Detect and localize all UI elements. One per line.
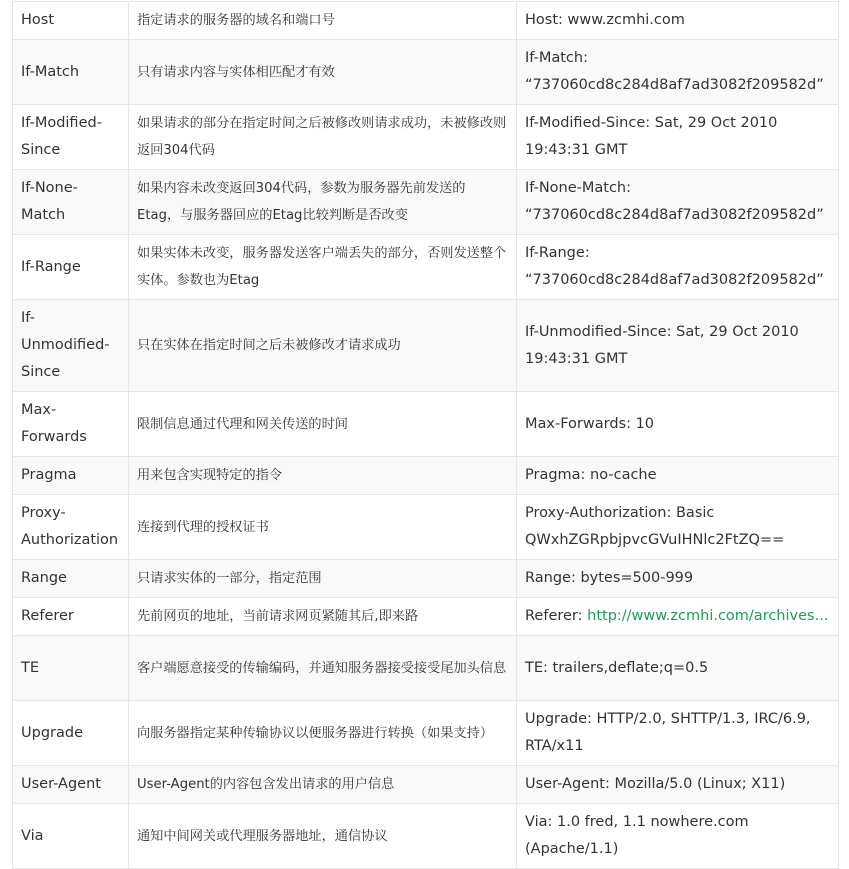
header-name-cell: If-Unmodified-Since: [13, 300, 129, 392]
description-cell: 只有请求内容与实体相匹配才有效: [129, 40, 517, 105]
table-row: [13, 766, 839, 804]
header-name-cell: Via: [13, 804, 129, 869]
table-row: [13, 300, 839, 392]
header-name-cell: Pragma: [13, 457, 129, 495]
example-prefix: Referer:: [525, 608, 588, 624]
http-request-headers-table: [12, 1, 839, 869]
description-cell: User-Agent的内容包含发出请求的用户信息: [129, 766, 517, 804]
header-name-cell: Max-Forwards: [13, 392, 129, 457]
example-cell: Max-Forwards: 10: [517, 392, 839, 457]
description-cell: 向服务器指定某种传输协议以便服务器进行转换（如果支持）: [129, 701, 517, 766]
example-cell: Via: 1.0 fred, 1.1 nowhere.com (Apache/1.1): [517, 804, 839, 869]
example-cell: Host: www.zcmhi.com: [517, 2, 839, 40]
header-name-cell: User-Agent: [13, 766, 129, 804]
description-cell: 如果实体未改变，服务器发送客户端丢失的部分，否则发送整个实体。参数也为Etag: [129, 235, 517, 300]
header-name-cell: If-Modified-Since: [13, 105, 129, 170]
table-row: [13, 495, 839, 560]
header-name-cell: If-Range: [13, 235, 129, 300]
example-cell: If-None-Match: “737060cd8c284d8af7ad3082f209582d”: [517, 170, 839, 235]
description-cell: 限制信息通过代理和网关传送的时间: [129, 392, 517, 457]
example-cell: Pragma: no-cache: [517, 457, 839, 495]
header-name-cell: Upgrade: [13, 701, 129, 766]
table-row: [13, 560, 839, 598]
description-cell: 用来包含实现特定的指令: [129, 457, 517, 495]
description-cell: 如果内容未改变返回304代码，参数为服务器先前发送的Etag，与服务器回应的Etag比较判断是否改变: [129, 170, 517, 235]
table-row: [13, 598, 839, 636]
table-row: [13, 2, 839, 40]
example-cell: Proxy-Authorization: Basic QWxhZGRpbjpvcGVuIHNlc2FtZQ==: [517, 495, 839, 560]
description-cell: 指定请求的服务器的域名和端口号: [129, 2, 517, 40]
table-row: [13, 701, 839, 766]
description-cell: 先前网页的地址，当前请求网页紧随其后,即来路: [129, 598, 517, 636]
example-cell: If-Modified-Since: Sat, 29 Oct 2010 19:43:31 GMT: [517, 105, 839, 170]
header-name-cell: Host: [13, 2, 129, 40]
header-name-cell: TE: [13, 636, 129, 701]
description-cell: 连接到代理的授权证书: [129, 495, 517, 560]
table-row: [13, 235, 839, 300]
description-cell: 只请求实体的一部分，指定范围: [129, 560, 517, 598]
description-cell: 通知中间网关或代理服务器地址，通信协议: [129, 804, 517, 869]
description-cell: 客户端愿意接受的传输编码，并通知服务器接受接受尾加头信息: [129, 636, 517, 701]
table-row: [13, 392, 839, 457]
description-cell: 只在实体在指定时间之后未被修改才请求成功: [129, 300, 517, 392]
example-cell: Upgrade: HTTP/2.0, SHTTP/1.3, IRC/6.9, RTA/x11: [517, 701, 839, 766]
example-cell: If-Unmodified-Since: Sat, 29 Oct 2010 19:43:31 GMT: [517, 300, 839, 392]
header-name-cell: Referer: [13, 598, 129, 636]
header-name-cell: Range: [13, 560, 129, 598]
table-row: [13, 170, 839, 235]
example-cell: [517, 598, 839, 636]
header-name-cell: If-Match: [13, 40, 129, 105]
table-row: [13, 636, 839, 701]
table-row: [13, 457, 839, 495]
table-row: [13, 40, 839, 105]
example-cell: TE: trailers,deflate;q=0.5: [517, 636, 839, 701]
table-row: [13, 105, 839, 170]
header-name-cell: Proxy-Authorization: [13, 495, 129, 560]
example-cell: Range: bytes=500-999: [517, 560, 839, 598]
referer-link[interactable]: http://www.zcmhi.com/archives...: [587, 608, 829, 624]
example-cell: User-Agent: Mozilla/5.0 (Linux; X11): [517, 766, 839, 804]
header-name-cell: If-None-Match: [13, 170, 129, 235]
table-row: [13, 804, 839, 869]
example-cell: If-Match: “737060cd8c284d8af7ad3082f209582d”: [517, 40, 839, 105]
example-cell: If-Range: “737060cd8c284d8af7ad3082f209582d”: [517, 235, 839, 300]
description-cell: 如果请求的部分在指定时间之后被修改则请求成功，未被修改则返回304代码: [129, 105, 517, 170]
